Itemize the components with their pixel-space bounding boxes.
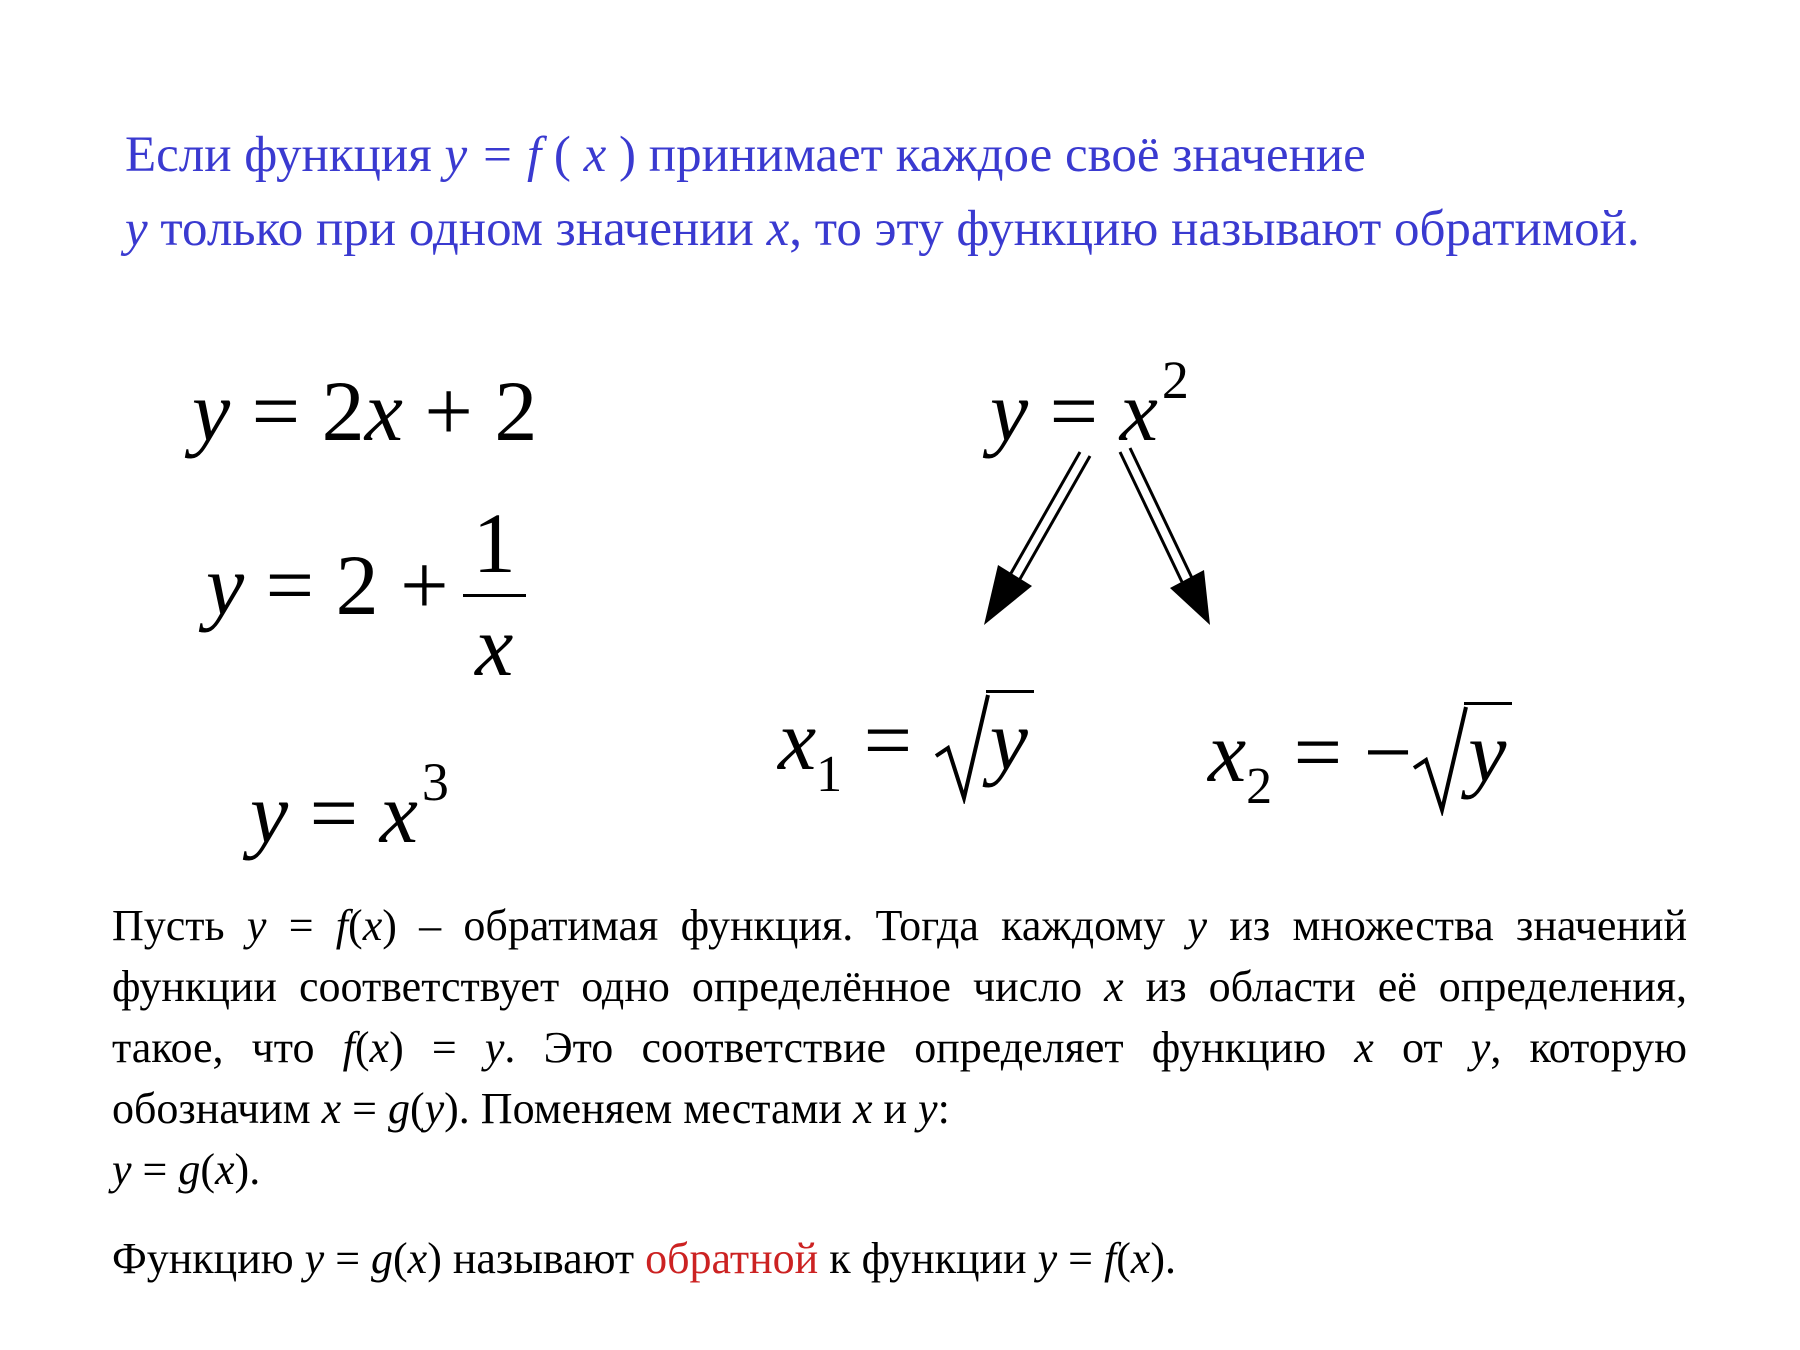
explanation-paragraph — [112, 895, 1687, 1200]
final-text: ( — [393, 1234, 408, 1283]
sqrt-negative — [1412, 702, 1512, 800]
p-text: из множества значений функции соответствует одно определённое число — [112, 901, 1687, 1011]
p-var: x — [852, 1084, 873, 1133]
final-var: g — [371, 1234, 394, 1283]
f2-rest: = 2 + — [244, 537, 449, 634]
f6-eq: = − — [1272, 704, 1413, 800]
f4-x: x — [1119, 363, 1158, 459]
f3-eq: = — [288, 765, 380, 861]
f3-y: y — [250, 765, 289, 861]
formula-root-positive — [778, 690, 1034, 803]
p-var: x — [362, 901, 383, 950]
def-var-y2: y — [125, 201, 148, 257]
p-text: ( — [348, 901, 363, 950]
p-text: ). — [234, 1145, 261, 1194]
p-var: x — [1354, 1023, 1374, 1072]
final-var: y — [304, 1234, 325, 1283]
def-var-x2: x — [766, 201, 790, 257]
p-var: y — [1187, 901, 1207, 950]
p-var: y — [1470, 1023, 1491, 1072]
f6-radicand: y — [1464, 702, 1512, 795]
p-text: , которую обозначим — [112, 1023, 1688, 1133]
final-text: к функции — [818, 1234, 1038, 1283]
formula-cubic — [250, 752, 449, 861]
final-text: = — [1057, 1234, 1104, 1283]
p-text: ( — [409, 1084, 425, 1133]
f4-y: y — [990, 363, 1029, 459]
def-text-1: Если функция — [125, 127, 445, 183]
p-text: из области её определения, такое, что — [112, 962, 1687, 1072]
p-text: ). Поменяем местами — [444, 1084, 853, 1133]
p-text: . Это соответствие определяет функцию — [504, 1023, 1355, 1072]
f5-eq: = — [842, 692, 934, 788]
p-text: : — [937, 1084, 950, 1133]
fraction — [463, 495, 526, 694]
definition-text — [125, 118, 1685, 266]
p-var: y — [424, 1084, 445, 1133]
def-eq-f: = f — [467, 127, 542, 183]
final-text: ( — [1116, 1234, 1131, 1283]
formula-hyperbola — [206, 495, 526, 694]
p-text: ( — [200, 1145, 216, 1194]
f5-x: x — [778, 692, 817, 788]
p-text: = — [131, 1145, 179, 1194]
p-text: и — [872, 1084, 919, 1133]
f6-subscript: 2 — [1246, 758, 1273, 815]
def-paren-close: ) — [606, 127, 637, 183]
f1-tail: + 2 — [402, 363, 538, 459]
p-var: x — [369, 1023, 390, 1072]
formula-linear — [192, 363, 538, 459]
p-var: y — [918, 1084, 938, 1133]
p-var: x — [321, 1084, 342, 1133]
p-text: Пусть — [112, 901, 247, 950]
def-text-2: принимает каждое своё значение — [636, 127, 1366, 183]
def-var-y: y — [444, 127, 468, 183]
f1-y: y — [192, 363, 231, 459]
final-text: = — [324, 1234, 372, 1283]
sqrt-positive — [934, 690, 1034, 788]
f4-exponent: 2 — [1161, 350, 1189, 410]
p-text: = — [266, 901, 336, 950]
final-text: Функцию — [112, 1234, 305, 1283]
def-text-4: , то эту функцию называют обратимой. — [789, 201, 1640, 257]
p-var: g — [387, 1084, 410, 1133]
final-var: y — [1037, 1234, 1058, 1283]
p-var: f — [342, 1023, 355, 1072]
inverse-definition — [112, 1228, 1687, 1289]
f5-subscript: 1 — [816, 746, 843, 803]
def-var-x: x — [583, 127, 607, 183]
highlighted-term: обратной — [645, 1234, 819, 1283]
f2-y: y — [206, 537, 245, 634]
p-text: = — [341, 1084, 388, 1133]
p-text: ) = — [389, 1023, 485, 1072]
def-paren-open: ( — [541, 127, 584, 183]
f3-exponent: 3 — [421, 752, 449, 812]
f1-rest: = 2 — [230, 363, 365, 459]
final-var: x — [1130, 1234, 1151, 1283]
def-text-3: только при одном значении — [147, 201, 767, 257]
final-var: f — [1103, 1234, 1117, 1283]
radical-icon — [1412, 706, 1468, 816]
p-var: f — [335, 901, 349, 950]
fraction-denominator: x — [475, 598, 514, 694]
final-var: x — [407, 1234, 428, 1283]
p-var: x — [1104, 962, 1124, 1011]
final-text: ) называют — [427, 1234, 646, 1283]
formula-root-negative — [1208, 702, 1512, 815]
p-var: y — [484, 1023, 505, 1072]
left-arrow-icon — [984, 452, 1090, 625]
f3-x: x — [379, 765, 418, 861]
f5-radicand: y — [986, 690, 1034, 783]
branch-arrows — [960, 440, 1230, 650]
radical-icon — [934, 694, 990, 804]
p-var: x — [215, 1145, 235, 1194]
p-var: y — [112, 1145, 132, 1194]
fraction-numerator: 1 — [463, 500, 526, 597]
right-arrow-icon — [1120, 448, 1210, 625]
p-text: ) – обратимая функция. Тогда каждому — [382, 901, 1188, 950]
final-text: ). — [1150, 1234, 1177, 1283]
f6-x: x — [1208, 704, 1247, 800]
f4-eq: = — [1028, 363, 1120, 459]
p-var: y — [246, 901, 267, 950]
p-text: от — [1373, 1023, 1471, 1072]
p-text: ( — [354, 1023, 370, 1072]
p-var: g — [178, 1145, 201, 1194]
f1-x: x — [364, 363, 403, 459]
